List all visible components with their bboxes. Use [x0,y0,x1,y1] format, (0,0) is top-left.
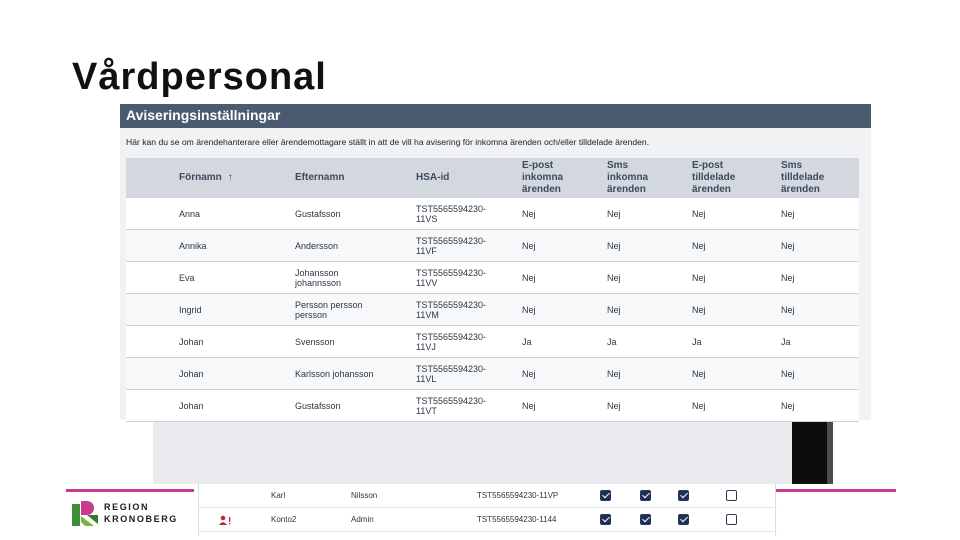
cell-first-name: Ingrid [179,304,202,315]
cell-sms-assigned: Nej [781,272,795,283]
cell-sms-incoming: Ja [607,336,617,347]
hsa-id: TST5565594230-11VP [477,491,559,500]
cell-email-assigned: Nej [692,400,706,411]
list-item [199,484,777,508]
table-row [126,358,859,390]
cell-sms-incoming: Nej [607,400,621,411]
cell-sms-assigned: Nej [781,400,795,411]
table-row [126,230,859,262]
cell-first-name: Johan [179,336,204,347]
cell-last-name: Karlsson johansson [295,368,374,379]
last-name: Nilsson [351,491,378,500]
cell-first-name: Johan [179,368,204,379]
cell-sms-assigned: Nej [781,208,795,219]
column-header-sms-incoming[interactable]: Sms inkomna ärenden [607,160,649,195]
region-kronoberg-logo [72,498,182,528]
cell-email-incoming: Nej [522,368,536,379]
cell-sms-incoming: Nej [607,240,621,251]
table-row [126,262,859,294]
cell-email-incoming: Nej [522,208,536,219]
cell-first-name: Anna [179,208,201,219]
cell-sms-incoming: Nej [607,368,621,379]
cell-sms-assigned: Nej [781,368,795,379]
column-header-email-incoming[interactable]: E-post inkomna ärenden [522,160,564,195]
first-name: Karl [271,491,286,500]
cell-email-assigned: Nej [692,304,706,315]
cell-hsa-id: TST5565594230- 11VT [416,395,487,416]
cell-last-name: Persson persson persson [295,299,363,320]
column-header-email-assigned[interactable]: E-post tilldelade ärenden [692,160,736,195]
checkbox-unchecked[interactable] [726,514,737,525]
checkbox-checked[interactable] [640,490,651,501]
checkbox-unchecked[interactable] [726,490,737,501]
cell-hsa-id: TST5565594230- 11VJ [416,331,487,352]
first-name: Konto2 [271,515,297,524]
cell-first-name: Johan [179,400,204,411]
cell-email-incoming: Nej [522,400,536,411]
table-header [126,158,859,198]
cell-email-incoming: Nej [522,304,536,315]
notification-settings-panel [120,104,871,420]
cell-sms-assigned: Nej [781,304,795,315]
cell-first-name: Annika [179,240,207,251]
cell-last-name: Johansson johannsson [295,267,342,288]
logo-line-1: REGION [104,502,150,512]
cell-last-name: Gustafsson [295,400,341,411]
cell-first-name: Eva [179,272,195,283]
cell-email-assigned: Ja [692,336,702,347]
cell-hsa-id: TST5565594230- 11VV [416,267,487,288]
checkbox-checked[interactable] [600,490,611,501]
cell-email-incoming: Nej [522,240,536,251]
cell-sms-incoming: Nej [607,208,621,219]
checkbox-checked[interactable] [678,490,689,501]
table-row [126,390,859,422]
arrow-up-icon: ↑ [227,172,233,183]
accent-line-right [775,489,896,492]
cell-email-incoming: Ja [522,336,532,347]
table-body [126,198,859,422]
panel-description: Här kan du se om ärendehanterare eller ärendemottagare ställt in att de vill ha avisering för inkomna ärenden och/eller tilldelade ärenden. [126,137,650,147]
cell-last-name: Gustafsson [295,208,341,219]
logo-text [104,501,178,525]
column-header-last-name[interactable]: Efternamn [295,172,345,183]
column-header-hsa-id[interactable]: HSA-id [416,172,450,183]
checkbox-checked[interactable] [600,514,611,525]
notification-table [126,158,859,422]
cell-last-name: Svensson [295,336,335,347]
cell-email-assigned: Nej [692,208,706,219]
cell-sms-incoming: Nej [607,304,621,315]
table-row [126,326,859,358]
logo-mark-icon [72,498,100,528]
logo-line-2: KRONOBERG [104,514,178,524]
user-icon [219,515,231,525]
cell-email-assigned: Nej [692,272,706,283]
background-screenshot [153,420,793,484]
cell-hsa-id: TST5565594230- 11VL [416,363,487,384]
list-item [199,508,777,532]
column-label: Förnamn [179,172,222,183]
panel-title: Aviseringsinställningar [126,107,281,123]
hsa-id: TST5565594230-1144 [477,515,557,524]
accent-line-left [66,489,194,492]
column-header-first-name[interactable] [179,158,289,198]
cell-sms-assigned: Nej [781,240,795,251]
checkbox-checked[interactable] [678,514,689,525]
table-row [126,294,859,326]
cell-last-name: Andersson [295,240,339,251]
cell-sms-incoming: Nej [607,272,621,283]
cell-email-incoming: Nej [522,272,536,283]
panel-header [120,104,871,128]
cell-hsa-id: TST5565594230- 11VF [416,235,487,256]
cell-hsa-id: TST5565594230- 11VM [416,299,487,320]
slide-title: Vårdpersonal [72,56,327,98]
table-row [126,198,859,230]
background-user-list [198,484,776,536]
cell-sms-assigned: Ja [781,336,791,347]
column-header-sms-assigned[interactable]: Sms tilldelade ärenden [781,160,825,195]
last-name: Admin [351,515,374,524]
background-dark-edge [827,420,833,484]
cell-hsa-id: TST5565594230- 11VS [416,203,487,224]
background-dark-block [792,420,828,484]
cell-email-assigned: Nej [692,240,706,251]
cell-email-assigned: Nej [692,368,706,379]
checkbox-checked[interactable] [640,514,651,525]
